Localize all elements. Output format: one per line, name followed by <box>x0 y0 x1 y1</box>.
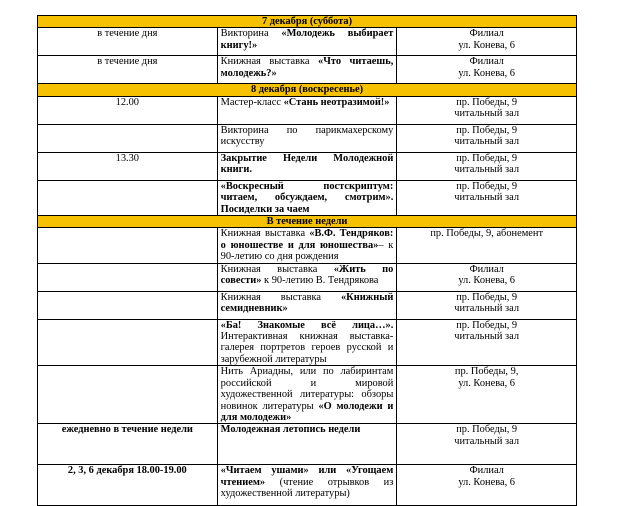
event-time: 2, 3, 6 декабря 18.00-19.00 <box>38 465 218 506</box>
location-line: читальный зал <box>454 164 520 176</box>
event-location <box>397 263 577 291</box>
event-description <box>217 424 397 465</box>
table-row <box>38 263 577 291</box>
section-header-row <box>38 16 577 28</box>
location-line: пр. Победы, 9 <box>456 424 518 436</box>
section-header: 8 декабря (воскресенье) <box>38 84 577 96</box>
table-row <box>38 465 577 506</box>
event-text: Викторина <box>220 28 282 40</box>
event-time: в течение дня <box>38 56 218 84</box>
schedule-body <box>38 16 577 506</box>
event-description <box>217 152 397 180</box>
event-location <box>397 424 577 465</box>
event-time <box>38 263 218 291</box>
table-row <box>38 124 577 152</box>
event-title: «Читаем ушами» или «Угощаем чтением» <box>220 465 394 488</box>
location-line: пр. Победы, 9 <box>456 124 518 136</box>
event-title: «Молодежь выбирает книгу!» <box>220 28 394 51</box>
table-row <box>38 424 577 465</box>
event-time: 13.30 <box>38 152 218 180</box>
section-header: В течение недели <box>38 216 577 228</box>
event-location <box>397 152 577 180</box>
location-line: Филиал <box>469 263 504 275</box>
location-line: ул. Конева, 6 <box>458 275 515 287</box>
location-line: ул. Конева, 6 <box>458 377 515 389</box>
event-text: Книжная выставка <box>220 228 310 240</box>
location-line: ул. Конева, 6 <box>458 39 515 51</box>
table-row <box>38 96 577 124</box>
location-line: ул. Конева, 6 <box>458 476 515 488</box>
location-line: пр. Победы, 9, абонемент <box>430 228 543 240</box>
table-row <box>38 319 577 366</box>
event-location <box>397 228 577 263</box>
event-time <box>38 319 218 366</box>
location-line: читальный зал <box>454 108 520 120</box>
event-description <box>217 28 397 56</box>
location-line: читальный зал <box>454 192 520 204</box>
event-text: Мастер-класс <box>220 96 284 108</box>
event-time: в течение дня <box>38 28 218 56</box>
event-location <box>397 291 577 319</box>
event-title: «Воскресный постскриптум: читаем, обсуждаем, смотрим». Посиделки за чаем <box>220 180 394 215</box>
table-row <box>38 152 577 180</box>
event-text: Нить Ариадны, или по лабиринтам российской и мировой художественной литературы: обзоры новинок литературы <box>220 366 394 412</box>
event-time: ежедневно в течение недели <box>38 424 218 465</box>
event-title: Закрытие Недели Молодежной книги. <box>220 152 394 176</box>
table-row <box>38 180 577 215</box>
event-description <box>217 228 397 263</box>
event-time <box>38 124 218 152</box>
event-description <box>217 465 397 506</box>
event-location <box>397 56 577 84</box>
location-line: пр. Победы, 9 <box>456 319 518 331</box>
event-location <box>397 96 577 124</box>
table-row <box>38 56 577 84</box>
event-title: «В.Ф. Тендряков: о юношестве и для юношества» <box>220 228 394 251</box>
table-row <box>38 291 577 319</box>
event-time <box>38 366 218 424</box>
event-time <box>38 291 218 319</box>
table-row <box>38 228 577 263</box>
event-location <box>397 465 577 506</box>
location-line: читальный зал <box>454 435 520 447</box>
event-title: Молодежная летопись недели <box>220 424 361 436</box>
event-text: Интерактивная книжная выставка-галерея портретов героев русской и зарубежной литературы <box>220 331 394 365</box>
table-row <box>38 366 577 424</box>
event-location <box>397 28 577 56</box>
section-header-row <box>38 84 577 96</box>
event-time <box>38 228 218 263</box>
event-title: «Жить по совести» <box>220 263 394 287</box>
location-line: читальный зал <box>454 136 520 148</box>
event-text: Книжная выставка <box>220 291 341 303</box>
event-time: 12.00 <box>38 96 218 124</box>
event-location <box>397 180 577 215</box>
event-text: к 90-летию В. Тендрякова <box>261 275 379 287</box>
event-text: – к 90-летию со дня рождения <box>220 239 394 263</box>
location-line: пр. Победы, 9 <box>456 152 518 164</box>
event-description <box>217 96 397 124</box>
event-description <box>217 180 397 215</box>
location-line: Филиал <box>469 28 504 40</box>
location-line: читальный зал <box>454 303 520 315</box>
event-title: «Книжный семидневник» <box>220 291 394 315</box>
event-time <box>38 180 218 215</box>
location-line: Филиал <box>469 465 504 477</box>
event-location <box>397 366 577 424</box>
section-header-row <box>38 216 577 228</box>
location-line: Филиал <box>469 56 504 68</box>
location-line: читальный зал <box>454 331 520 343</box>
event-description <box>217 366 397 424</box>
table-row <box>38 28 577 56</box>
event-title: «Что читаешь, молодежь?» <box>220 56 394 79</box>
location-line: пр. Победы, 9, <box>454 366 519 378</box>
location-line: пр. Победы, 9 <box>456 180 518 192</box>
event-text: (чтение отрывков из художественной литературы) <box>220 476 394 500</box>
event-text: Викторина по парикмахерскому искусству <box>220 124 394 148</box>
schedule-table <box>37 15 577 506</box>
event-title: «О молодежи и для молодежи» <box>220 400 394 423</box>
location-line: пр. Победы, 9 <box>456 96 518 108</box>
event-description <box>217 291 397 319</box>
location-line: ул. Конева, 6 <box>458 67 515 79</box>
event-title: «Стань неотразимой!» <box>283 96 390 108</box>
event-location <box>397 124 577 152</box>
event-description <box>217 124 397 152</box>
event-text: Книжная выставка <box>220 56 319 68</box>
event-description <box>217 56 397 84</box>
location-line: пр. Победы, 9 <box>456 291 518 303</box>
event-location <box>397 319 577 366</box>
event-text: Книжная выставка <box>220 263 334 275</box>
event-description <box>217 263 397 291</box>
event-description <box>217 319 397 366</box>
event-title: «Ба! Знакомые всё лица…». <box>220 319 394 331</box>
section-header: 7 декабря (суббота) <box>38 16 577 28</box>
